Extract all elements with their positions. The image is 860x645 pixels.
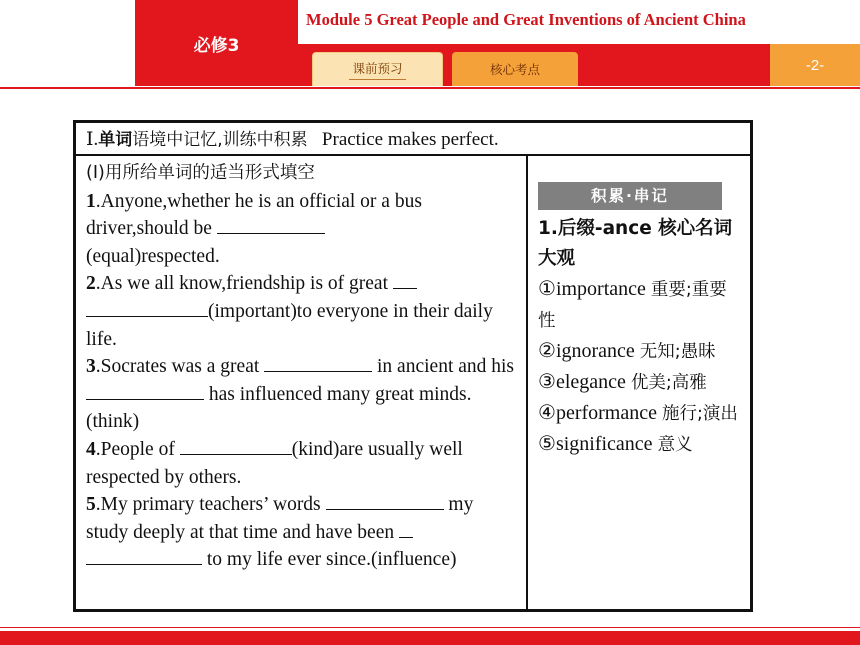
exercise-instruction: (Ⅰ)用所给单词的适当形式填空 <box>86 163 315 183</box>
entry-marker: ④ <box>538 402 556 424</box>
item-text: .People of <box>95 438 180 460</box>
item-text: (important)to everyone in their daily life. <box>86 300 493 350</box>
answer-blank[interactable] <box>399 521 413 538</box>
accumulation-column <box>528 156 750 609</box>
footer-line <box>0 627 860 628</box>
exercise-item-2 <box>86 270 520 353</box>
tab-preview[interactable] <box>312 52 443 86</box>
vocab-entry <box>538 336 742 367</box>
tab-key-points[interactable] <box>452 52 578 86</box>
item-text: (kind)are usually well respected by others. <box>86 438 463 488</box>
vocab-entry <box>538 367 742 398</box>
answer-blank[interactable] <box>326 493 444 510</box>
item-number: 2 <box>86 273 96 295</box>
answer-blank[interactable] <box>217 217 325 234</box>
book-volume-label: 必修3 <box>135 0 298 86</box>
footer-bar <box>0 631 860 645</box>
page-header <box>0 0 860 88</box>
accumulation-badge: 积累·串记 <box>538 182 722 210</box>
entry-word: ignorance <box>555 340 635 362</box>
answer-blank[interactable] <box>264 355 372 372</box>
section-title-en: Practice makes perfect. <box>321 129 499 150</box>
section-title <box>76 123 750 156</box>
tab-preview-label: 课前预习 <box>349 59 405 80</box>
entry-marker: ① <box>538 278 556 300</box>
answer-blank[interactable] <box>86 300 208 317</box>
exercise-item-3 <box>86 353 520 436</box>
section-title-bold: 单词 <box>98 130 133 150</box>
exercise-item-1 <box>86 188 520 271</box>
entry-meaning: 重要;重要性 <box>538 280 727 331</box>
exercise-table <box>73 120 753 612</box>
vocab-entry <box>538 398 742 429</box>
item-text: .As we all know,friendship is of great <box>95 273 393 295</box>
item-text: in ancient and his <box>372 356 515 378</box>
answer-blank[interactable] <box>86 548 202 565</box>
entry-meaning: 优美;高雅 <box>630 373 707 393</box>
item-text: .My primary teachers’ words <box>95 494 326 516</box>
item-text: to my life ever since.(influence) <box>202 549 457 571</box>
entry-word: performance <box>555 402 657 424</box>
item-text: .Anyone,whether he is an official or a bus driver,should be <box>86 190 422 240</box>
header-divider <box>0 87 860 89</box>
entry-marker: ③ <box>538 371 556 393</box>
vocab-entry <box>538 429 742 460</box>
entry-word: importance <box>555 278 646 300</box>
vocab-entry <box>538 274 742 336</box>
answer-blank[interactable] <box>180 438 292 455</box>
module-title: Module 5 Great People and Great Inventions of Ancient China <box>306 10 746 29</box>
entry-meaning: 施行;演出 <box>661 404 738 424</box>
exercise-item-4 <box>86 436 520 491</box>
tab-key-points-label: 核心考点 <box>489 62 540 77</box>
item-number: 1 <box>86 190 96 212</box>
page-number: -2- <box>770 44 860 86</box>
entry-meaning: 意义 <box>657 435 693 455</box>
entry-meaning: 无知;愚昧 <box>639 342 716 362</box>
entry-marker: ② <box>538 340 556 362</box>
answer-blank[interactable] <box>393 272 417 289</box>
suffix-heading: 1.后缀-ance 核心名词大观 <box>538 218 733 269</box>
answer-blank[interactable] <box>86 383 204 400</box>
entry-marker: ⑤ <box>538 433 556 455</box>
exercise-column <box>76 156 528 609</box>
item-text: (equal)respected. <box>86 245 220 267</box>
entry-word: elegance <box>555 371 626 393</box>
item-number: 4 <box>86 438 96 460</box>
item-text: .Socrates was a great <box>95 356 265 378</box>
section-title-cn: 语境中记忆,训练中积累 <box>132 130 308 150</box>
item-number: 5 <box>86 494 96 516</box>
item-text: has influenced many great minds.(think) <box>86 383 472 433</box>
item-number: 3 <box>86 356 96 378</box>
section-prefix: Ⅰ. <box>86 129 99 150</box>
item-text: my study deeply at that time and have been <box>86 494 474 543</box>
exercise-item-5 <box>86 491 520 574</box>
entry-word: significance <box>555 433 653 455</box>
